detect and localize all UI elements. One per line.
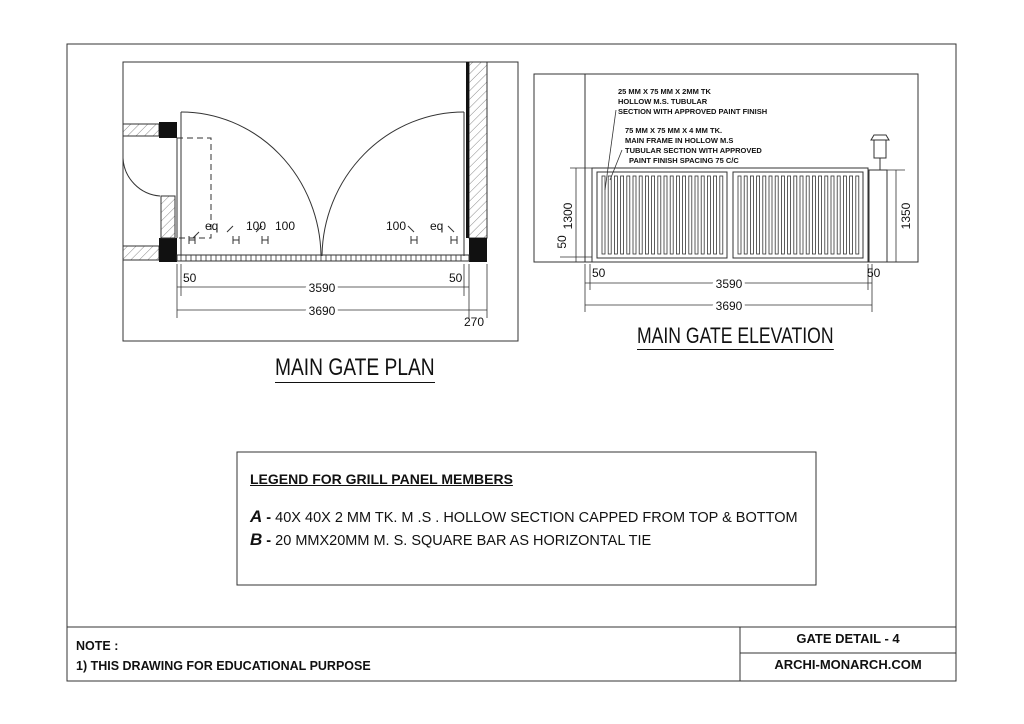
plan-dim-3590: 3590: [308, 281, 336, 295]
notes-heading: NOTE :: [76, 639, 119, 653]
elevation-right-bars: [738, 176, 859, 254]
drawing-title: GATE DETAIL - 4: [796, 631, 900, 646]
plan-dim-3690: 3690: [308, 304, 336, 318]
plan-marker-100c: [411, 236, 417, 244]
grill-bar: [794, 176, 797, 254]
plan-title: MAIN GATE PLAN: [275, 354, 435, 381]
grill-bar: [602, 176, 605, 254]
grill-bar: [621, 176, 624, 254]
legend-title: LEGEND FOR GRILL PANEL MEMBERS: [250, 471, 513, 487]
grill-bar: [714, 176, 717, 254]
plan-left-jamb: [161, 196, 175, 238]
plan-right-wall-edge: [466, 62, 469, 238]
grill-bar: [750, 176, 753, 254]
grill-bar: [670, 176, 673, 254]
plan-eq-left: eq: [205, 219, 219, 233]
grill-bar: [850, 176, 853, 254]
plan-dim-50-left: 50: [183, 271, 197, 285]
legend-text-b: 20 MMX20MM M. S. SQUARE BAR AS HORIZONTAL TIE: [275, 533, 652, 549]
legend: [250, 471, 798, 553]
legend-item-b: B - 20 MMX20MM M. S. SQUARE BAR AS HORIZONTAL TIE: [250, 530, 652, 549]
elevation-dim-50-base: 50: [555, 235, 569, 249]
legend-key-a: A: [250, 507, 263, 526]
plan-dim-100c: 100: [386, 219, 407, 233]
elevation-dim-50-left: 50: [592, 266, 606, 280]
plan-dim-270: 270: [464, 315, 485, 329]
plan-right-pillar: [469, 238, 487, 262]
plan-left-pillar-bottom: [159, 238, 177, 262]
grill-bar: [800, 176, 803, 254]
grill-bar: [652, 176, 655, 254]
legend-text-a: 40X 40X 2 MM TK. M .S . HOLLOW SECTION CAPPED FROM TOP & BOTTOM: [275, 510, 798, 526]
grill-bar: [676, 176, 679, 254]
lamp-cap-icon: [871, 135, 889, 140]
legend-key-b: B: [250, 530, 263, 549]
grill-bar: [720, 176, 723, 254]
grill-bar: [744, 176, 747, 254]
grill-bar: [837, 176, 840, 254]
note2-leader: [610, 150, 622, 180]
grill-bar: [639, 176, 642, 254]
plan-dim-100b: 100: [275, 219, 296, 233]
notes-line-1: 1) THIS DRAWING FOR EDUCATIONAL PURPOSE: [76, 659, 371, 673]
legend-item-a: A - 40X 40X 2 MM TK. M .S . HOLLOW SECTION CAPPED FROM TOP & BOTTOM: [250, 507, 798, 526]
grill-bar: [683, 176, 686, 254]
grill-bar: [819, 176, 822, 254]
plan-dim-50-right: 50: [449, 271, 463, 285]
grill-bar: [831, 176, 834, 254]
main-gate-plan: [123, 62, 518, 341]
grill-bar: [781, 176, 784, 254]
plan-dim-100a: 100: [246, 219, 267, 233]
site-name: ARCHI-MONARCH.COM: [774, 657, 922, 672]
elevation-note-1: 25 MM X 75 MM X 2MM TK HOLLOW M.S. TUBULAR SECTION WITH APPROVED PAINT FINISH: [618, 87, 768, 116]
grill-bar: [775, 176, 778, 254]
grill-bar: [757, 176, 760, 254]
plan-left-leaf-arc: [181, 112, 321, 256]
plan-marker-100a: [233, 236, 239, 244]
grill-bar: [707, 176, 710, 254]
plan-eq-leader-left: [193, 232, 199, 238]
grill-bar: [806, 176, 809, 254]
plan-right-wall: [469, 62, 487, 238]
grill-bar: [769, 176, 772, 254]
plan-marker-100b: [262, 236, 268, 244]
elevation-dim-3590: 3590: [715, 277, 743, 291]
grill-bar: [812, 176, 815, 254]
plan-frame: [123, 62, 518, 341]
plan-eq-right: eq: [430, 219, 444, 233]
elevation-dim-1300: 1300: [561, 202, 575, 230]
plan-gate-bars: [181, 255, 461, 261]
grill-bar: [689, 176, 692, 254]
notes: [76, 636, 371, 676]
elevation-title: MAIN GATE ELEVATION: [637, 323, 834, 348]
elevation-dim-3690: 3690: [715, 299, 743, 313]
grill-bar: [695, 176, 698, 254]
plan-left-pillar-top: [159, 122, 177, 138]
elevation-note-2: 75 MM X 75 MM X 4 MM TK. MAIN FRAME IN HOLLOW M.S TUBULAR SECTION WITH APPROVED PAINT FINISH SPACING 75 C/C: [625, 126, 762, 165]
elevation-left-bars: [602, 176, 723, 254]
grill-bar: [788, 176, 791, 254]
grill-bar: [633, 176, 636, 254]
elevation-dim-50-right: 50: [867, 266, 881, 280]
grill-bar: [658, 176, 661, 254]
lamp-icon: [874, 140, 886, 158]
grill-bar: [614, 176, 617, 254]
elevation-right-pillar: [869, 170, 887, 262]
grill-bar: [701, 176, 704, 254]
grill-bar: [627, 176, 630, 254]
grill-bar: [645, 176, 648, 254]
grill-bar: [856, 176, 859, 254]
grill-bar: [608, 176, 611, 254]
plan-marker-right: [451, 236, 457, 244]
plan-left-wall-top: [123, 124, 159, 136]
main-gate-elevation: [534, 74, 918, 313]
plan-wicket-swing: [123, 140, 160, 196]
grill-bar: [664, 176, 667, 254]
elevation-dim-1350: 1350: [899, 202, 913, 230]
grill-bar: [763, 176, 766, 254]
grill-bar: [738, 176, 741, 254]
elevation-gate-outer: [592, 168, 868, 262]
plan-right-leaf-arc: [322, 112, 464, 256]
grill-bar: [843, 176, 846, 254]
plan-left-wall-bottom: [123, 246, 159, 260]
grill-bar: [825, 176, 828, 254]
